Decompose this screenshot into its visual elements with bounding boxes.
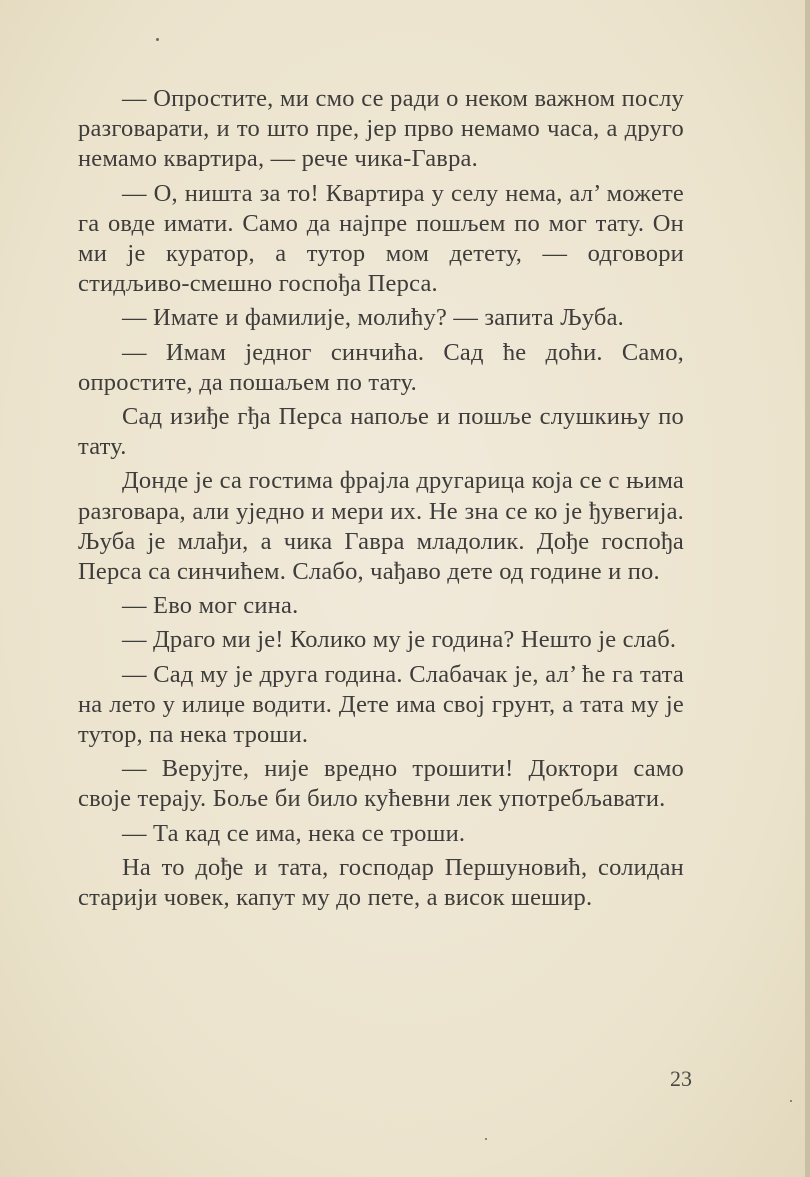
paragraph: — Опростите, ми смо се ради о неком важном послу разговарати, и то што пре, јер прво немамо часа, а друго немамо квартира, — рече чика-Гавра.	[78, 85, 684, 173]
paragraph: Сад изиђе гђа Перса напоље и пошље слушкињу по тату.	[78, 403, 684, 461]
paper-speck	[790, 1100, 792, 1102]
page-edge	[805, 0, 810, 1177]
paper-speck	[485, 1138, 487, 1140]
paragraph: — Та кад се има, нека се троши.	[122, 819, 466, 847]
paragraph: — Драго ми је! Колико му је година? Нешто је слаб.	[122, 626, 677, 654]
paragraph: — Имате и фамилије, молићу? — запита Љуба.	[122, 304, 624, 332]
paragraph: — Верујте, није вредно трошити! Доктори само своје терају. Боље би било кућевни лек употребљавати.	[78, 755, 684, 813]
paragraph: — Имам једног синчића. Сад ће доћи. Само, опростите, да пошаљем по тату.	[78, 338, 684, 396]
paper-speck	[156, 38, 159, 41]
paragraph: — О, ништа за то! Квартира у селу нема, ал’ можете га овде имати. Само да најпре пошљем по мог тату. Он ми је куратор, а тутор мом детету, — одговори стидљиво-смешно госпођа Перса.	[78, 179, 684, 298]
paragraph: — Ево мог сина.	[122, 592, 299, 620]
paragraph: — Сад му је друга година. Слабачак је, ал’ ће га тата на лето у илиџе водити. Дете има свој грунт, а тата му је тутор, па нека троши.	[78, 660, 684, 749]
paragraph: Донде је са гостима фрајла другарица која се с њима разговара, али уједно и мери их. Не зна се ко је ђувегија. Љуба је млађи, а чика Гавра младолик. Дође госпођа Перса са синчићем. Слабо, чађаво дете од године и по.	[78, 467, 684, 586]
body-text	[78, 84, 684, 917]
paragraph: На то дође и тата, господар Першуновић, солидан старији човек, капут му до пете, а висок шешир.	[78, 853, 684, 912]
page-number: 23	[670, 1066, 692, 1091]
